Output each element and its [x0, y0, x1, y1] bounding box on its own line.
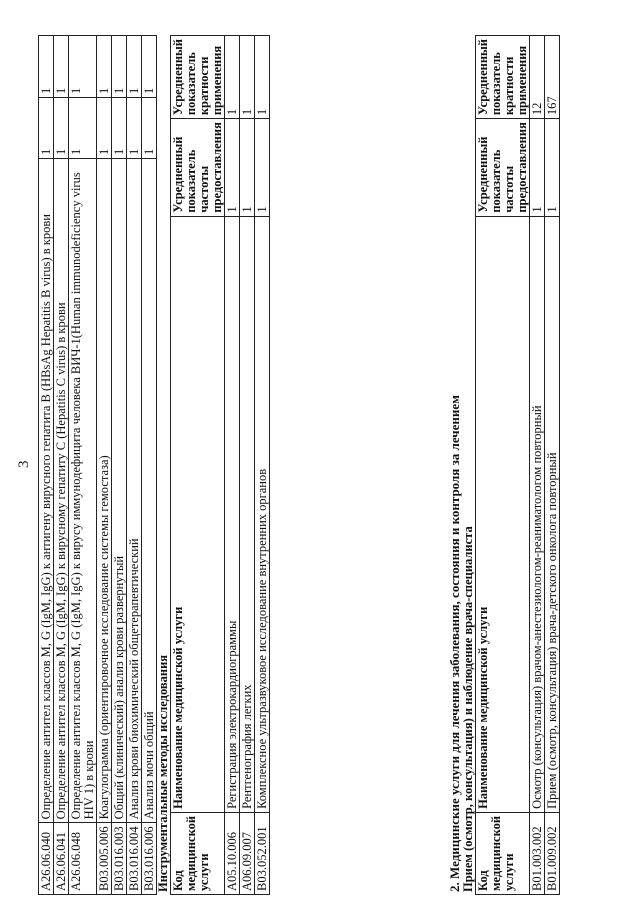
frequency-value: 1: [39, 98, 54, 159]
service-code: B03.016.003: [112, 823, 127, 895]
table-header-row: [476, 36, 530, 895]
table-row: [545, 36, 560, 895]
header-name: Наименование медицинской услуги: [476, 216, 530, 812]
table-row: [255, 36, 270, 895]
frequency-value: 1: [255, 119, 270, 217]
service-name: Осмотр (консультация) врачом-анестезиологом-реаниматологом повторный: [530, 216, 545, 812]
multiplicity-value: 1: [255, 36, 270, 119]
table-row: [530, 36, 545, 895]
table-row: [127, 36, 142, 895]
header-name: Наименование медицинской услуги: [171, 216, 225, 812]
header-frequency: Усредненный показатель частоты предоставления: [476, 119, 530, 217]
specialist-table: [475, 35, 560, 895]
service-name: Коагулограмма (ориентировочное исследование системы гемостаза): [97, 159, 112, 823]
service-code: B03.005.006: [97, 823, 112, 895]
lab-tests-block: [38, 35, 270, 895]
service-code: A26.06.048: [69, 823, 97, 895]
service-name: Регистрация электрокардиограммы: [225, 216, 240, 812]
instrumental-heading: Инструментальные методы исследования: [156, 654, 170, 892]
service-name: Общий (клинический) анализ крови развернутый: [112, 159, 127, 823]
table-row: [112, 36, 127, 895]
frequency-value: 1: [142, 98, 157, 159]
service-name: Определение антител классов M, G (IgM, IgG) к вирусу иммунодефицита человека ВИЧ-1(Human immunodeficiency virus HIV 1) в крови: [69, 159, 97, 823]
table-row: [39, 36, 54, 895]
multiplicity-value: 1: [112, 36, 127, 98]
multiplicity-value: 1: [240, 36, 255, 119]
service-code: A26.06.040: [39, 823, 54, 895]
service-name: Анализ крови биохимический общетерапевтический: [127, 159, 142, 823]
table-row: [240, 36, 255, 895]
service-name: Анализ мочи общий: [142, 159, 157, 823]
service-name: Определение антител классов M, G (IgM, IgG) к вирусному гепатиту C (Hepatitis C virus) в крови: [54, 159, 69, 823]
frequency-value: 1: [54, 98, 69, 159]
table-row: [69, 36, 97, 895]
multiplicity-value: 1: [54, 36, 69, 98]
section-2-title: 2. Медицинские услуги для лечения заболевания, состояния и контроля за лечением: [447, 394, 462, 892]
table-row: [142, 36, 157, 895]
frequency-value: 1: [127, 98, 142, 159]
service-code: B03.016.006: [142, 823, 157, 895]
page-number: 3: [16, 460, 32, 468]
service-name: Рентгенография легких: [240, 216, 255, 812]
multiplicity-value: 1: [39, 36, 54, 98]
service-code: A05.10.006: [225, 812, 240, 894]
service-code: B03.016.004: [127, 823, 142, 895]
header-code: Код медицинской услуги: [171, 812, 225, 894]
frequency-value: 1: [545, 119, 560, 217]
service-name: Определение антител классов M, G (IgM, IgG) к антигену вирусного гепатита B (HBsAg Hepatitis B virus) в крови: [39, 159, 54, 823]
service-name: Комплексное ультразвуковое исследование внутренних органов: [255, 216, 270, 812]
frequency-value: 1: [530, 119, 545, 217]
section-2-block: [448, 35, 560, 895]
header-code: Код медицинской услуги: [476, 812, 530, 894]
service-code: B01.009.002: [545, 812, 560, 894]
frequency-value: 1: [69, 98, 97, 159]
table-row: [54, 36, 69, 895]
multiplicity-value: 1: [225, 36, 240, 119]
frequency-value: 1: [240, 119, 255, 217]
frequency-value: 1: [225, 119, 240, 217]
service-code: B03.052.001: [255, 812, 270, 894]
frequency-value: 1: [97, 98, 112, 159]
instrumental-table: [170, 35, 270, 895]
table-row: [225, 36, 240, 895]
header-multiplicity: Усредненный показатель кратности применения: [476, 36, 530, 119]
service-name: Прием (осмотр, консультация) врача-детского онколога повторный: [545, 216, 560, 812]
service-code: A26.06.041: [54, 823, 69, 895]
multiplicity-value: 167: [545, 36, 560, 119]
multiplicity-value: 1: [97, 36, 112, 98]
multiplicity-value: 1: [69, 36, 97, 98]
table-header-row: [171, 36, 225, 895]
multiplicity-value: 1: [127, 36, 142, 98]
table-row: [97, 36, 112, 895]
header-multiplicity: Усредненный показатель кратности применения: [171, 36, 225, 119]
lab-tests-table: [38, 35, 157, 895]
section-2-subheading: Прием (осмотр, консультация) и наблюдение врача-специалиста: [461, 526, 475, 892]
header-frequency: Усредненный показатель частоты предоставления: [171, 119, 225, 217]
frequency-value: 1: [112, 98, 127, 159]
service-code: B01.003.002: [530, 812, 545, 894]
multiplicity-value: 12: [530, 36, 545, 119]
service-code: A06.09.007: [240, 812, 255, 894]
multiplicity-value: 1: [142, 36, 157, 98]
